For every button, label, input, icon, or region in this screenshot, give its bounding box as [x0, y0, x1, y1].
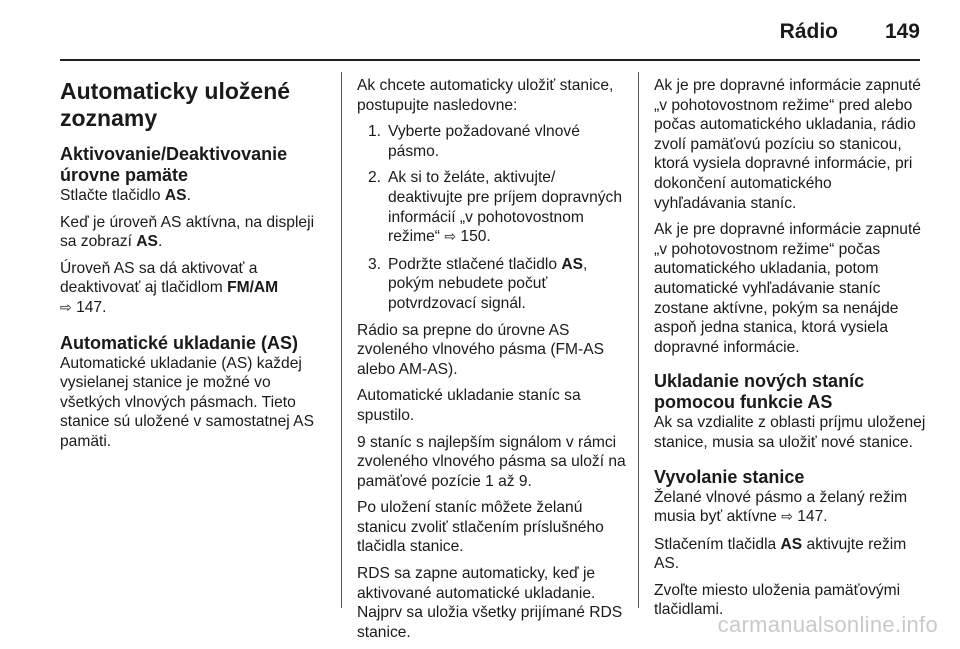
subheading-storing-new-stations: Ukladanie nových staníc pomocou funkcie AS [654, 371, 865, 413]
text: Želané vlnové pásmo a želaný režim musia byť aktívne [654, 488, 908, 526]
step-text: Vyberte požadované vlnové pásmo. [388, 123, 580, 160]
page-reference-arrow-icon: ⇨ [444, 229, 457, 246]
text: Úroveň AS sa dá aktivovať a deaktivovať aj tlačidlom [60, 259, 258, 297]
page-reference: 147. [792, 508, 828, 526]
watermark: carmanualsonline.info [717, 612, 938, 637]
paragraph: Automatické ukladanie staníc sa spustilo. [357, 387, 581, 424]
subheading-retrieving-station: Vyvolanie stanice [654, 466, 805, 487]
paragraph: Ak sa vzdialite z oblasti príjmu uloženej stanice, musia sa uložiť nové stanice. [654, 414, 926, 451]
text: aktivujte režim AS. [654, 535, 907, 573]
paragraph: RDS sa zapne automaticky, keď je aktivované automatické ukladanie. Najprv sa uložia všetky prijímané RDS stanice. [357, 565, 623, 641]
page-reference-arrow-icon: ⇨ [781, 509, 793, 526]
page-reference-arrow-icon: ⇨ [60, 299, 72, 316]
subheading-memory-level: Aktivovanie/Deaktivovanie úrovne pamäte [60, 144, 288, 185]
column-2 [357, 76, 629, 649]
paragraph: Ak je pre dopravné informácie zapnuté „v pohotovostnom režime“ počas automatického ukladania, potom automatické vyhľadávanie staníc zostane aktívne, pokým sa nenájde aspoň jedna stanica, ktorá vysiela dopravné informácie. [654, 221, 921, 356]
button-label-as: AS [164, 187, 187, 204]
paragraph: Zvoľte miesto uloženia pamäťovými tlačidlami. [654, 581, 901, 619]
page-number: 149 [884, 20, 920, 43]
page-reference: 147. [71, 298, 107, 316]
display-label-as: AS [136, 233, 158, 251]
header-rule [60, 59, 920, 61]
button-label-as: AS [780, 535, 803, 553]
paragraph: Automatické ukladanie (AS) každej vysielanej stanice je možné vo všetkých vlnových pásmach. Tieto stanice sú uložené v samostatnej AS pamäti. [60, 354, 314, 450]
list-item [357, 255, 629, 314]
button-label-as: AS [561, 255, 584, 273]
column-1 [60, 78, 330, 459]
button-label-fm-am: FM/AM [227, 279, 279, 297]
main-heading: Automaticky uložené zoznamy [60, 78, 291, 131]
steps-list [357, 122, 629, 313]
step-text: , pokým nebudete počuť potvrdzovací signál. [388, 255, 588, 312]
text: . [157, 233, 163, 251]
paragraph: 9 staníc s najlepším signálom v rámci zvoleného vlnového pásma sa uloží na pamäťové pozície 1 až 9. [357, 433, 626, 490]
step-text: Ak si to želáte, aktivujte/ deaktivujte pre príjem dopravných informácií „v pohotovostnom režime“ [388, 169, 623, 246]
column-divider-2 [638, 72, 639, 608]
text: . [186, 187, 191, 204]
text: Stlačte tlačidlo [60, 187, 165, 204]
paragraph [60, 259, 330, 319]
step-number: 1. [368, 123, 382, 141]
paragraph [60, 186, 330, 206]
paragraph: Rádio sa prepne do úrovne AS zvoleného vlnového pásma (FM-AS alebo AM-AS). [357, 321, 605, 378]
section-title: Rádio [779, 20, 838, 43]
step-number: 3. [368, 255, 382, 273]
paragraph [654, 535, 926, 574]
text: Keď je úroveň AS aktívna, na displeji sa zobrazí [60, 213, 315, 251]
page-header [60, 0, 920, 58]
subheading-automatic-storing: Automatické ukladanie (AS) [60, 332, 299, 353]
paragraph: Ak chcete automaticky uložiť stanice, postupujte nasledovne: [357, 77, 614, 114]
paragraph [60, 213, 330, 252]
paragraph: Ak je pre dopravné informácie zapnuté „v pohotovostnom režime“ pred alebo počas automatického ukladania, rádio zvolí pamäťovú pozíciu so stanicou, ktorá vysiela dopravné informácie, pri dokončení automatického vyhľadávania staníc. [654, 77, 921, 212]
step-number: 2. [368, 169, 382, 187]
paragraph: Po uložení staníc môžete želanú stanicu zvoliť stlačením príslušného tlačidla stanice. [357, 499, 604, 556]
column-divider-1 [341, 72, 342, 608]
page-reference: 150. [456, 228, 491, 246]
list-item [357, 122, 629, 161]
step-text: Podržte stlačené tlačidlo [388, 255, 562, 273]
paragraph [654, 488, 926, 528]
text: Stlačením tlačidla [654, 535, 781, 553]
list-item [357, 168, 629, 247]
column-3 [654, 76, 926, 627]
